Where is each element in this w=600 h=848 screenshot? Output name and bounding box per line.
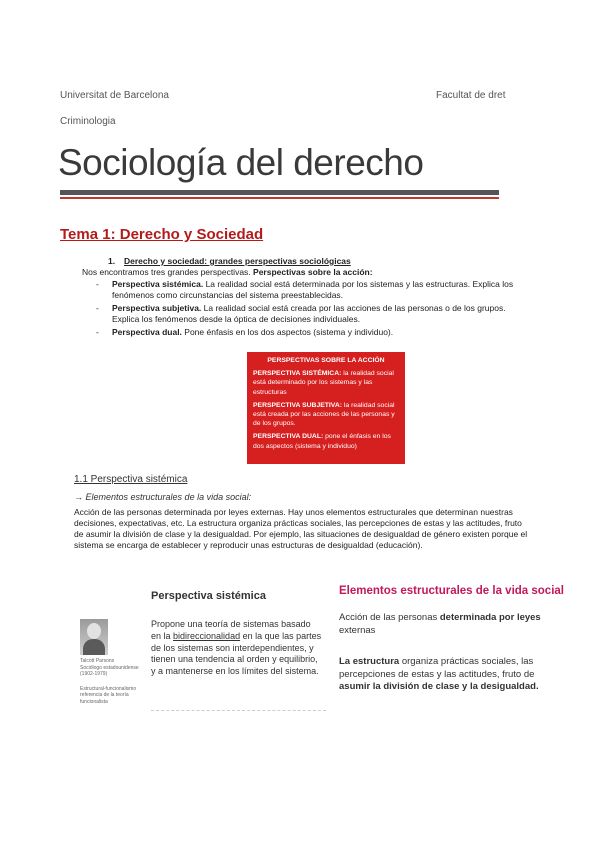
section1-intro-text: Nos encontramos tres grandes perspectivas.: [82, 267, 254, 277]
slide-left-body-text: Propone una teoría de sistemas basado en la: [151, 619, 311, 641]
perspectives-summary-box: [247, 352, 405, 464]
portrait-photo: [80, 619, 108, 655]
page-title: Sociología del derecho: [58, 142, 424, 183]
caption-line: (1902-1979): [80, 671, 108, 677]
slide-left-body-text: en la que las partes de los sistemas son interdependientes, y tienen una tendencia al orden y equilibrio, y a mantenerse en los límites del sistema.: [151, 630, 322, 677]
slide-right-text: organiza prácticas sociales, las percepciones de estas y las actitudes, fruto de: [339, 656, 535, 680]
slide-right-text: Acción de las personas: [339, 612, 440, 623]
section11-subheading: [74, 492, 251, 502]
bullet-dash: -: [96, 327, 99, 337]
faculty-label: Facultat de dret: [436, 90, 506, 101]
slide-right-text: externas: [339, 624, 376, 636]
section11-paragraph: Acción de las personas determinada por leyes externas. Hay unos elementos estructurales que determinan nuestras decisiones, expectativas, etc. La estructura organiza prácticas sociales, las percepciones de estas y las actitudes, fruto de asumir la división de clase y la desigualdad. Por ejemplo, las situaciones de desigualdad de género existen porque el sistema se encarga de establecer y reproducir unas estructuras de desigualdad (educación).: [74, 507, 528, 550]
bullet-term: Perspectiva sistémica.: [112, 279, 204, 289]
bullet-body: Pone énfasis en los dos aspectos (sistema y individuo).: [181, 327, 394, 337]
box-item-term: PERSPECTIVA SUBJETIVA:: [253, 401, 343, 409]
box-title: PERSPECTIVAS SOBRE LA ACCIÓN: [267, 357, 385, 364]
section11-subheading-text: Elementos estructurales de la vida social:: [85, 492, 252, 502]
section11-heading: 1.1 Perspectiva sistémica: [74, 474, 188, 485]
section1-number: 1.: [108, 256, 116, 266]
bullet-dash: -: [96, 279, 99, 289]
bullet-dash: -: [96, 303, 99, 313]
portrait-body: [83, 639, 105, 655]
caption-line: referencia de la teoría: [80, 692, 129, 698]
slide-left-body: [151, 619, 323, 678]
slide-right-p2: [339, 656, 544, 694]
bullet-text: [112, 303, 534, 325]
caption-line: funcionalista: [80, 698, 108, 705]
slide-right-bold: La estructura: [339, 656, 400, 667]
box-item-text: pone el énfasis en los dos aspectos (sistema y individuo): [253, 433, 391, 450]
section1-heading: Derecho y sociedad: grandes perspectivas sociológicas: [124, 256, 351, 266]
box-item: [253, 369, 399, 397]
bullet-term: Perspectiva dual.: [112, 327, 182, 337]
bullet-item: [96, 303, 534, 325]
slide-left-title: Perspectiva sistémica: [151, 590, 266, 602]
slide-left-divider: [151, 710, 326, 711]
bullet-body: La realidad social está determinada por los sistemas y las estructuras. Explica los fenómenos como circunstancias del sistema preestablecidas.: [112, 279, 514, 300]
box-item-text: la realidad social está determinado por los sistemas y las estructuras: [253, 370, 394, 396]
section1-intro-bold: Perspectivas sobre la acción:: [253, 267, 373, 277]
slide-left-body-underlined: bidireccionalidad: [173, 630, 241, 641]
slide-right-title: Elementos estructurales de la vida social: [339, 585, 564, 597]
portrait-caption: [80, 658, 142, 705]
bullet-text: [112, 279, 534, 301]
arrow-icon: →: [74, 492, 83, 502]
caption-line: Sociólogo estadounidense: [80, 664, 139, 671]
box-item: [253, 432, 399, 450]
caption-line: Estructural-funcionalismo: [80, 685, 137, 692]
box-item-term: PERSPECTIVA DUAL:: [253, 433, 324, 441]
bullet-item: [96, 327, 534, 338]
tema-heading: Tema 1: Derecho y Sociedad: [60, 226, 264, 243]
slide-right-bold: asumir la división de clase y la desigualdad.: [339, 681, 539, 692]
bullet-item: [96, 279, 534, 301]
section1-bullet-list: [96, 279, 534, 338]
slide-right-bold: determinada por leyes: [439, 612, 541, 623]
title-rule-red: [60, 197, 499, 199]
program-label: Criminologia: [60, 116, 116, 127]
university-label: Universitat de Barcelona: [60, 90, 169, 101]
caption-line: Talcott Parsons: [80, 658, 115, 664]
title-rule-thick: [60, 190, 499, 195]
slide-right-p1: [339, 612, 544, 637]
bullet-text: [112, 327, 393, 338]
box-item-term: PERSPECTIVA SISTÉMICA:: [253, 370, 342, 378]
portrait-head: [87, 623, 101, 639]
bullet-term: Perspectiva subjetiva.: [112, 303, 202, 313]
box-item: [253, 401, 399, 429]
bullet-body: La realidad social está creada por las acciones de las personas o de los grupos. Explica los fenómenos desde la óptica de decisiones individuales.: [112, 303, 506, 324]
section1-intro: [82, 267, 522, 278]
box-item-text: la realidad social está creada por las acciones de las personas y de los grupos.: [253, 401, 395, 428]
